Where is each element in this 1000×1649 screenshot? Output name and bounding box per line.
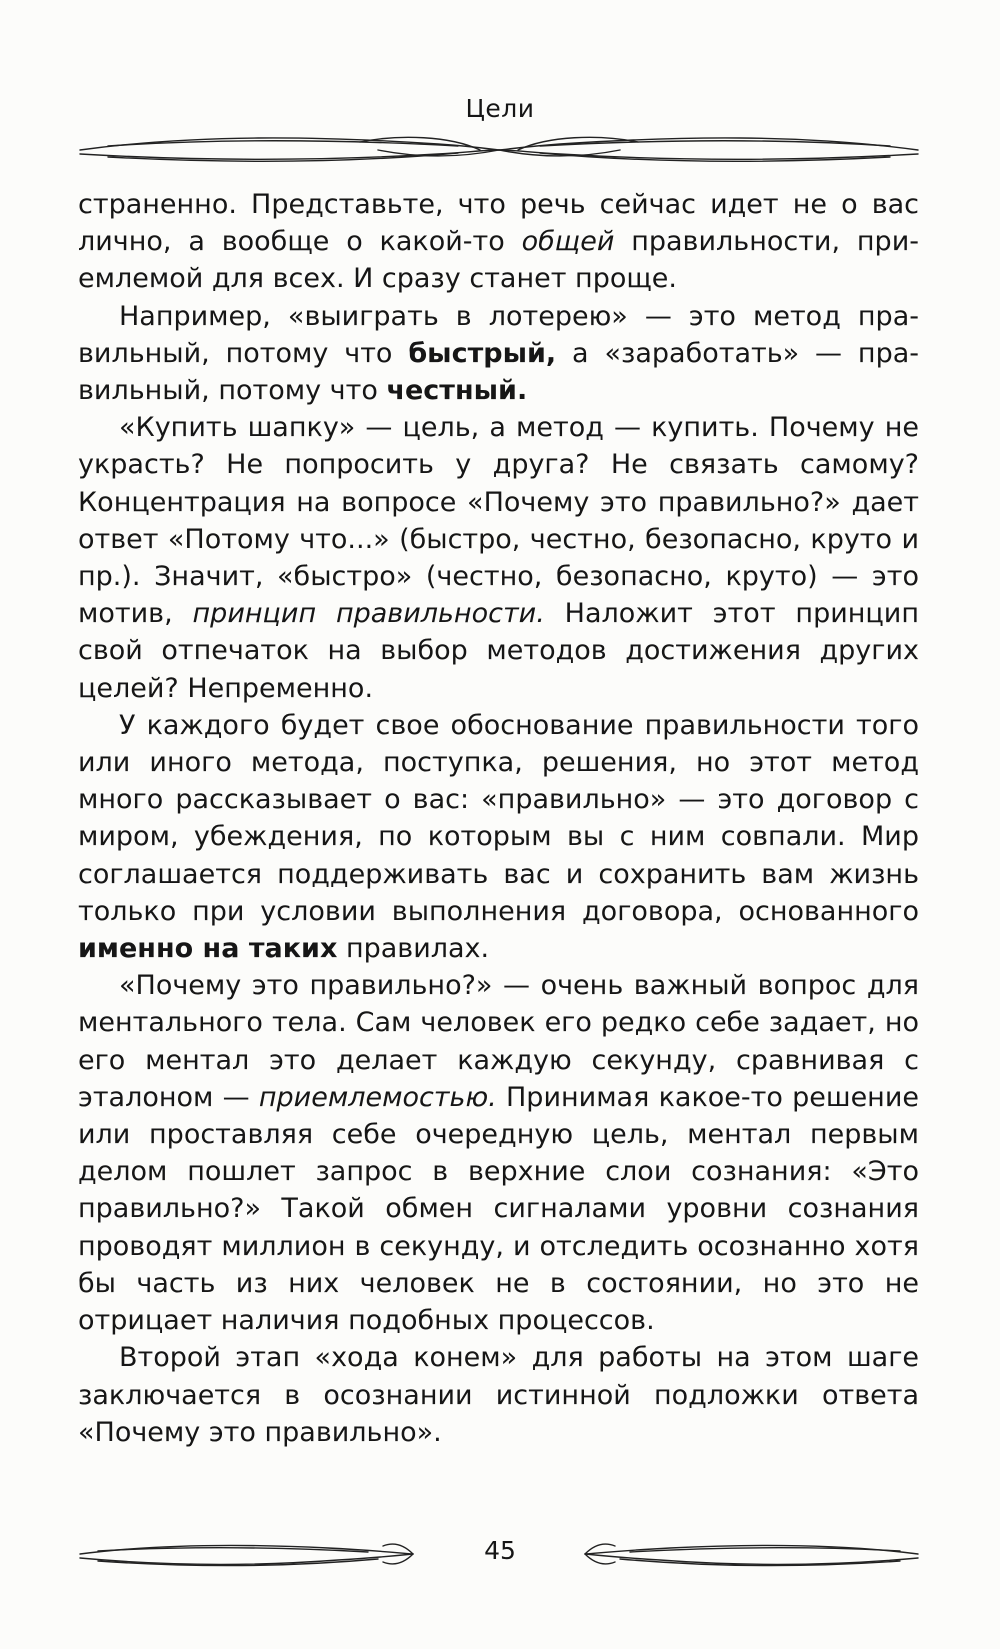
paragraph-5-text-a: «Почему это правильно?» — очень важный вопрос для ментального тела. Сам человек его редко себе задает, но его ментал это делает каждую секунду, сравнивая с эталоном — [78,970,919,1113]
paragraph-4-text-c: правилах. [337,933,490,965]
paragraph-3 [78,409,919,707]
header-ornament [78,128,920,168]
paragraph-4-text-a: У каждого будет свое обоснование правильности того или иного метода, поступка, решения, но этот метод много рассказывает о вас: «правильно» — это договор с миром, убеждения, по которым вы с ним совпали. Мир соглашается поддерживать вас и сохранить вам жизнь только при условии выполнения договора, основанного [78,709,919,927]
paragraph-3-italic: принцип правильности. [192,598,545,630]
paragraph-2-bold-2: честный. [386,375,528,407]
paragraph-5 [78,967,919,1339]
running-head: Цели [465,94,535,123]
paragraph-4 [78,707,919,967]
page-number: 45 [484,1536,516,1565]
paragraph-4-bold: именно на таких [78,933,338,965]
paragraph-2-text-a: Например, «выиграть в лотерею» — это метод правильный, потому что [78,300,919,369]
paragraph-1-text-c: правильности, приемлемой для всех. И сразу станет проще. [78,226,919,295]
paragraph-6-text-a: Второй этап «хода конем» для работы на этом шаге заключается в осознании истинной подложки ответа «Почему это правильно». [78,1342,919,1448]
paragraph-1-italic: общей [521,226,615,258]
paragraph-1 [78,186,919,298]
paragraph-2 [78,298,919,410]
paragraph-3-text-c: Наложит этот принцип свой отпечаток на выбор методов достижения других целей? Непременно. [78,598,919,704]
body-text [78,186,919,1451]
paragraph-2-text-c: а «заработать» — правильный, потому что [78,337,920,407]
paragraph-3-text-a: «Купить шапку» — цель, а метод — купить. Почему не украсть? Не попросить у друга? Не связать самому? Концентрация на вопросе «Почему это правильно?» дает ответ «Потому что...» (быстро, честно, безопасно, круто и пр.). Значит, «быстро» (честно, безопасно, круто) — это мотив, [78,412,919,630]
paragraph-5-text-c: Принимая какое-то решение или проставляя себе очередную цель, ментал первым делом пошлет запрос в верхние слои сознания: «Это правильно?» Такой обмен сигналами уровни сознания проводят миллион в секунду, и отследить осознанно хотя бы часть из них человек не в состоянии, но это не отрицает наличия подобных процессов. [78,1081,919,1337]
paragraph-1-text-a: страненно. Представьте, что речь сейчас идет не о вас лично, а вообще о какой-то [78,189,919,258]
paragraph-5-italic: приемлемостью. [258,1081,497,1113]
paragraph-6 [78,1339,919,1451]
paragraph-2-bold-1: быстрый, [408,337,557,369]
